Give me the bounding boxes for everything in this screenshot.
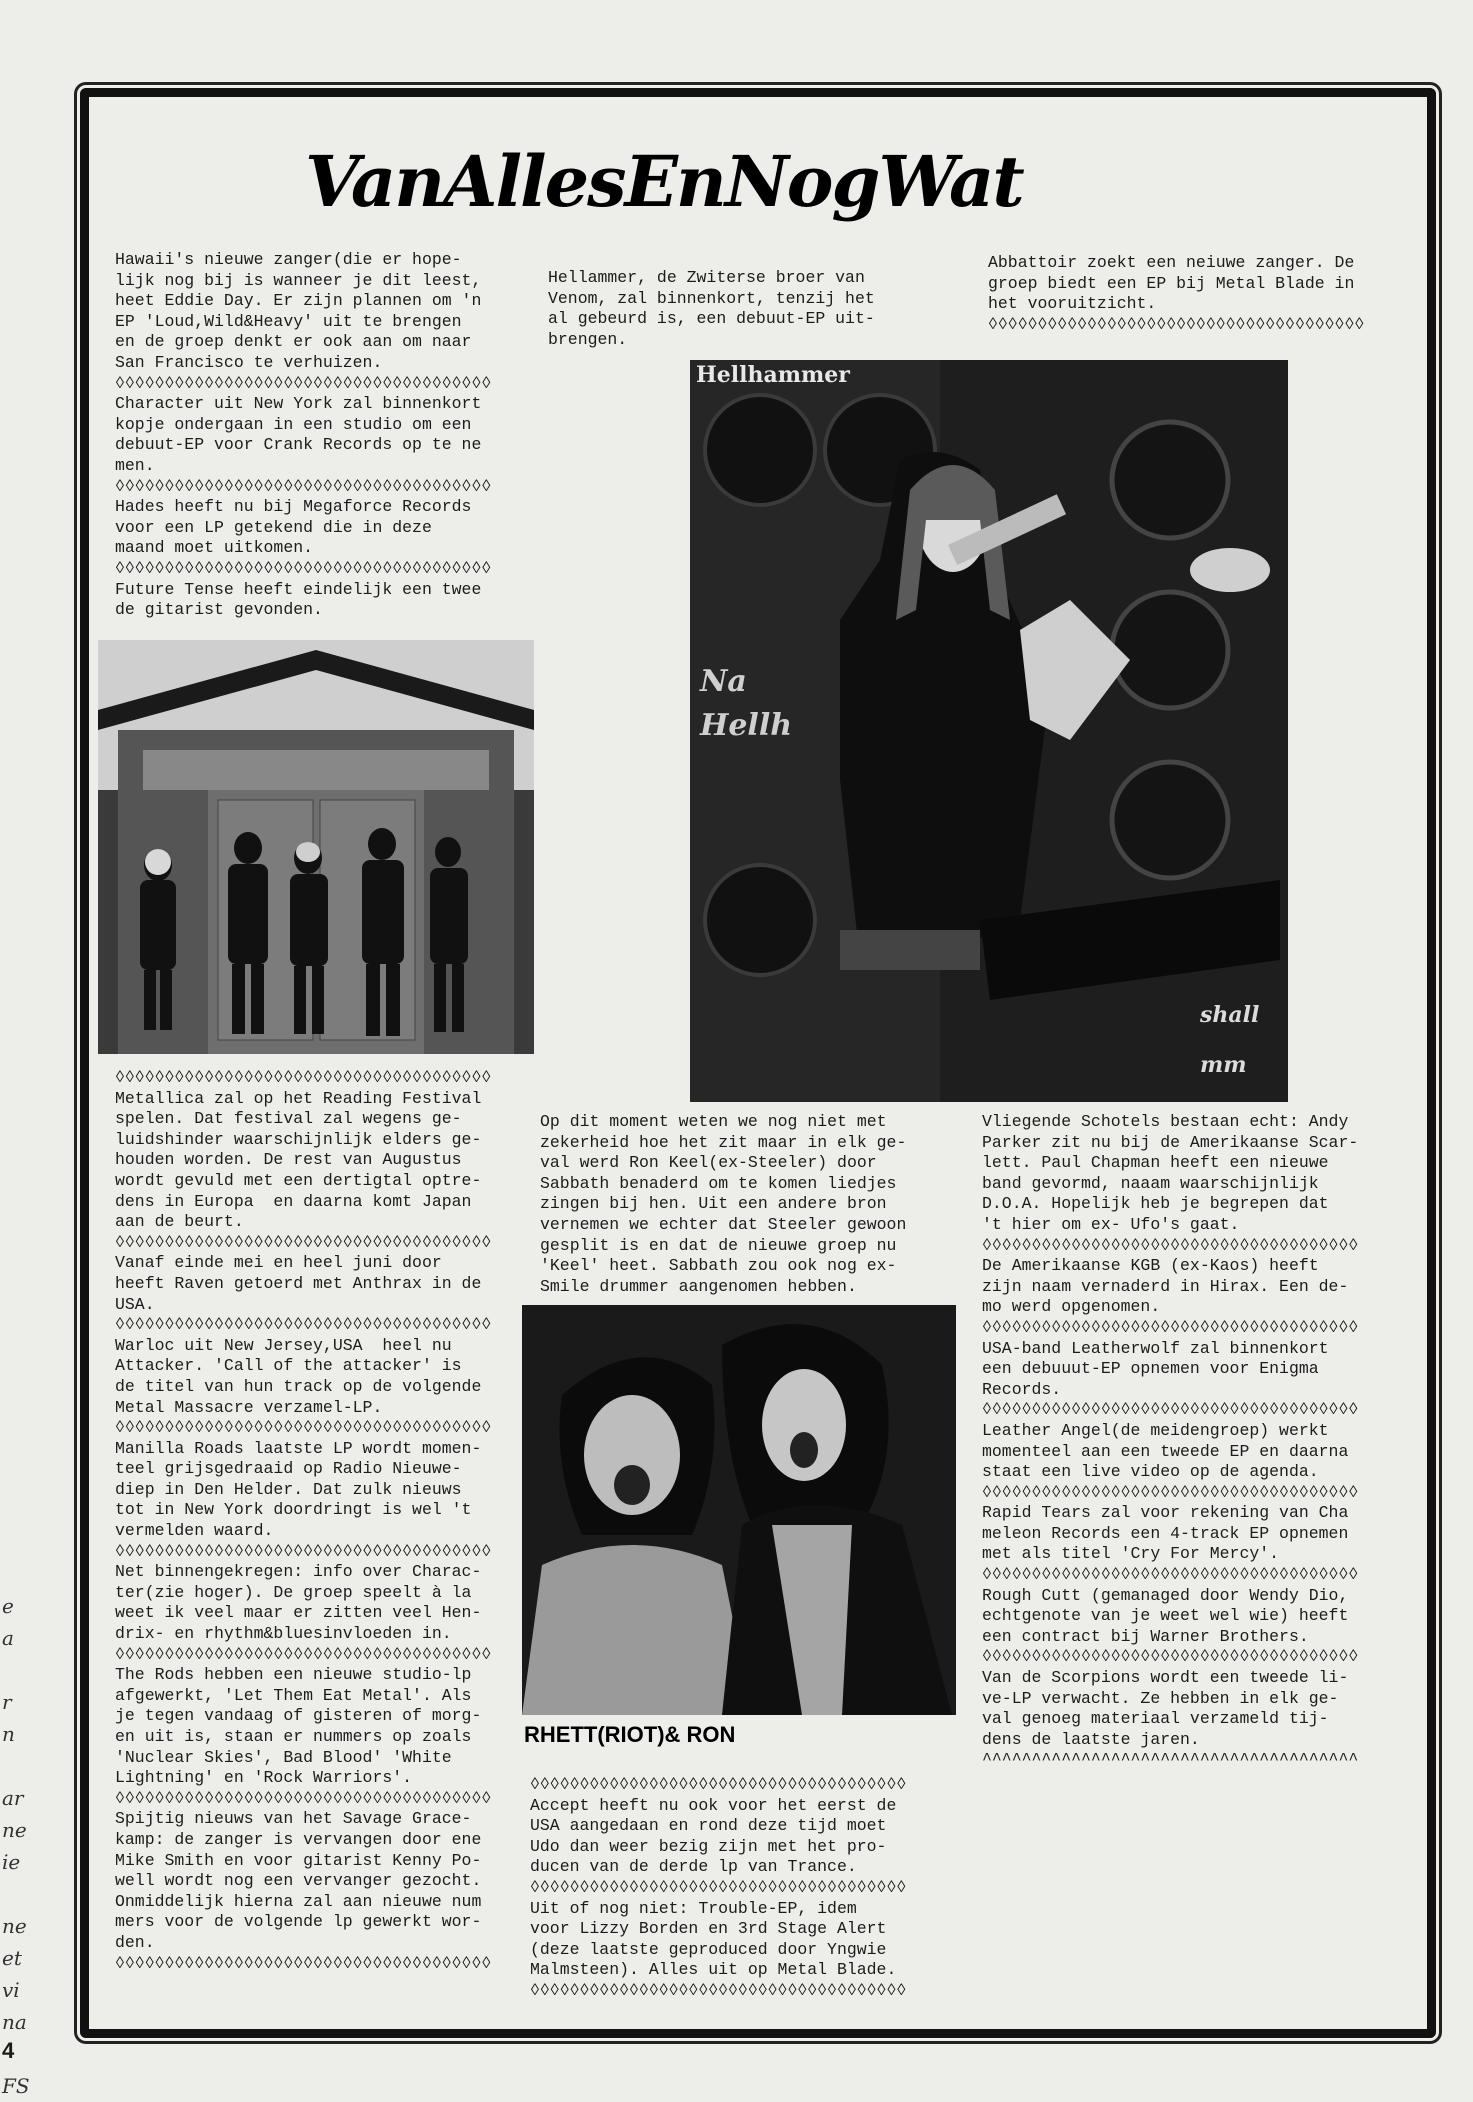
column3-top-text: Abbattoir zoekt een neiuwe zanger. De groep biedt een EP bij Metal Blade in het vooruitzicht. ◊◊◊◊◊◊◊◊◊◊◊◊◊◊◊◊◊◊◊◊◊◊◊◊◊◊◊◊◊◊◊◊◊◊◊◊◊◊ [988,253,1365,334]
rhett-and-ron-photo [522,1305,956,1715]
photo-caption: RHETT(RIOT)& RON [524,1722,736,1747]
column1-top-text: Hawaii's nieuwe zanger(die er hope- lijk nog bij is wanneer je dit leest, heet Eddie Day. Er zijn plannen om 'n EP 'Loud,Wild&Heavy' uit te brengen en de groep denkt er ook aan om naar San Francisco te verhuizen. ◊◊◊◊◊◊◊◊◊◊◊◊◊◊◊◊◊◊◊◊◊◊◊◊◊◊◊◊◊◊◊◊◊◊◊◊◊◊ Character uit New York zal binnenkort kopje ondergaan in een studio om een debuut-EP voor Crank Records op te ne men. ◊◊◊◊◊◊◊◊◊◊◊◊◊◊◊◊◊◊◊◊◊◊◊◊◊◊◊◊◊◊◊◊◊◊◊◊◊◊ Hades heeft nu bij Megaforce Records voor een LP getekend die in deze maand moet uitkomen. ◊◊◊◊◊◊◊◊◊◊◊◊◊◊◊◊◊◊◊◊◊◊◊◊◊◊◊◊◊◊◊◊◊◊◊◊◊◊ Future Tense heeft eindelijk een twee de gitarist gevonden. [115,250,492,620]
amp-logo-lettering: shall mm [1200,1002,1260,1078]
band-photo-illustration [98,640,534,1054]
column1-bottom-text: ◊◊◊◊◊◊◊◊◊◊◊◊◊◊◊◊◊◊◊◊◊◊◊◊◊◊◊◊◊◊◊◊◊◊◊◊◊◊ Metallica zal op het Reading Festival spelen. Dat festival zal wegens ge- luidshinder waarschijnlijk elders ge- houden worden. De rest van Augustus wordt gevuld met een dertigtal optre- dens in Europa en daarna komt Japan aan de beurt. ◊◊◊◊◊◊◊◊◊◊◊◊◊◊◊◊◊◊◊◊◊◊◊◊◊◊◊◊◊◊◊◊◊◊◊◊◊◊ Vanaf einde mei en heel juni door heeft Raven getoerd met Anthrax in de USA. ◊◊◊◊◊◊◊◊◊◊◊◊◊◊◊◊◊◊◊◊◊◊◊◊◊◊◊◊◊◊◊◊◊◊◊◊◊◊ Warloc uit New Jersey,USA heel nu Attacker. 'Call of the attacker' is de titel van hun track op de volgende Metal Massacre verzamel-LP. ◊◊◊◊◊◊◊◊◊◊◊◊◊◊◊◊◊◊◊◊◊◊◊◊◊◊◊◊◊◊◊◊◊◊◊◊◊◊ Manilla Roads laatste LP wordt momen- teel grijsgedraaid op Radio Nieuwe- diep in Den Helder. Dat zulk nieuws tot in New York doordringt is wel 't vermelden waard. ◊◊◊◊◊◊◊◊◊◊◊◊◊◊◊◊◊◊◊◊◊◊◊◊◊◊◊◊◊◊◊◊◊◊◊◊◊◊ Net binnengekregen: info over Charac- ter(zie hoger). De groep speelt à la weet ik veel maar er zitten veel Hen- drix- en rhythm&bluesinvloeden in. ◊◊◊◊◊◊◊◊◊◊◊◊◊◊◊◊◊◊◊◊◊◊◊◊◊◊◊◊◊◊◊◊◊◊◊◊◊◊ The Rods hebben een nieuwe studio-lp afgewerkt, 'Let Them Eat Metal'. Als je tegen vandaag of gisteren of morg- en uit is, staan er nummers op zoals 'Nuclear Skies', Bad Blood' 'White Lightning' en 'Rock Warriors'. ◊◊◊◊◊◊◊◊◊◊◊◊◊◊◊◊◊◊◊◊◊◊◊◊◊◊◊◊◊◊◊◊◊◊◊◊◊◊ Spijtig nieuws van het Savage Grace- kamp: de zanger is vervangen door ene Mike Smith en voor gitarist Kenny Po- well wordt nog een vervanger gezocht. Onmiddelijk hierna zal aan nieuwe num mers voor de volgende lp gewerkt wor- den. ◊◊◊◊◊◊◊◊◊◊◊◊◊◊◊◊◊◊◊◊◊◊◊◊◊◊◊◊◊◊◊◊◊◊◊◊◊◊ [115,1068,492,1973]
page-number: 4 [2,2038,15,2063]
rhett-and-ron-photo-illustration [522,1305,956,1715]
page-title: VanAllesEnNogWat [305,140,1023,223]
column2-top-text: Hellammer, de Zwiterse broer van Venom, zal binnenkort, tenzij het al gebeurd is, een debuut-EP uit- brengen. [548,268,875,349]
column2-bottom-text: ◊◊◊◊◊◊◊◊◊◊◊◊◊◊◊◊◊◊◊◊◊◊◊◊◊◊◊◊◊◊◊◊◊◊◊◊◊◊ Accept heeft nu ook voor het eerst de USA aangedaan en rond deze tijd moet Udo dan weer bezig zijn met het pro- ducen van de derde lp van Trance. ◊◊◊◊◊◊◊◊◊◊◊◊◊◊◊◊◊◊◊◊◊◊◊◊◊◊◊◊◊◊◊◊◊◊◊◊◊◊ Uit of nog niet: Trouble-EP, idem voor Lizzy Borden en 3rd Stage Alert (deze laatste geproduced door Yngwie Malmsteen). Alles uit op Metal Blade. ◊◊◊◊◊◊◊◊◊◊◊◊◊◊◊◊◊◊◊◊◊◊◊◊◊◊◊◊◊◊◊◊◊◊◊◊◊◊ [530,1775,907,2000]
hellhammer-photo [690,360,1288,1102]
column3-bottom-text: Vliegende Schotels bestaan echt: Andy Parker zit nu bij de Amerikaanse Scar- lett. Paul Chapman heeft een nieuwe band gevormd, naaam waarschijnlijk D.O.A. Hopelijk heb je begrepen dat 't hier om ex- Ufo's gaat. ◊◊◊◊◊◊◊◊◊◊◊◊◊◊◊◊◊◊◊◊◊◊◊◊◊◊◊◊◊◊◊◊◊◊◊◊◊◊ De Amerikaanse KGB (ex-Kaos) heeft zijn naam vernaderd in Hirax. Een de- mo werd opgenomen. ◊◊◊◊◊◊◊◊◊◊◊◊◊◊◊◊◊◊◊◊◊◊◊◊◊◊◊◊◊◊◊◊◊◊◊◊◊◊ USA-band Leatherwolf zal binnenkort een debuuut-EP opnemen voor Enigma Records. ◊◊◊◊◊◊◊◊◊◊◊◊◊◊◊◊◊◊◊◊◊◊◊◊◊◊◊◊◊◊◊◊◊◊◊◊◊◊ Leather Angel(de meidengroep) werkt momenteel aan een tweede EP en daarna staat een live video op de agenda. ◊◊◊◊◊◊◊◊◊◊◊◊◊◊◊◊◊◊◊◊◊◊◊◊◊◊◊◊◊◊◊◊◊◊◊◊◊◊ Rapid Tears zal voor rekening van Cha meleon Records een 4-track EP opnemen met als titel 'Cry For Mercy'. ◊◊◊◊◊◊◊◊◊◊◊◊◊◊◊◊◊◊◊◊◊◊◊◊◊◊◊◊◊◊◊◊◊◊◊◊◊◊ Rough Cutt (gemanaged door Wendy Dio, echtgenote van je weet wel wie) heeft een contract bij Warner Brothers. ◊◊◊◊◊◊◊◊◊◊◊◊◊◊◊◊◊◊◊◊◊◊◊◊◊◊◊◊◊◊◊◊◊◊◊◊◊◊ Van de Scorpions wordt een tweede li- ve-LP verwacht. Ze hebben in elk ge- val genoeg materiaal verzameld tij- dens de laatste jaren. ^^^^^^^^^^^^^^^^^^^^^^^^^^^^^^^^^^^^^^ [982,1112,1359,1770]
column2-middle-text: Op dit moment weten we nog niet met zekerheid hoe het zit maar in elk ge- val werd Ron Keel(ex-Steeler) door Sabbath benaderd om te komen liedjes zingen bij hen. Uit een andere bron vernemen we echter dat Steeler gewoon gesplit is en dat de nieuwe groep nu 'Keel' heet. Sabbath zou ook nog ex- Smile drummer aangenomen hebben. [540,1112,907,1296]
hellhammer-banner-text: Hellhammer [696,362,850,388]
left-margin-fragment-text: e a r n ar ne ie ne et vi na FS [2,1594,30,2098]
hellhammer-shirt-lettering: Na Hellh [700,664,793,743]
band-photo-future-tense [98,640,534,1054]
